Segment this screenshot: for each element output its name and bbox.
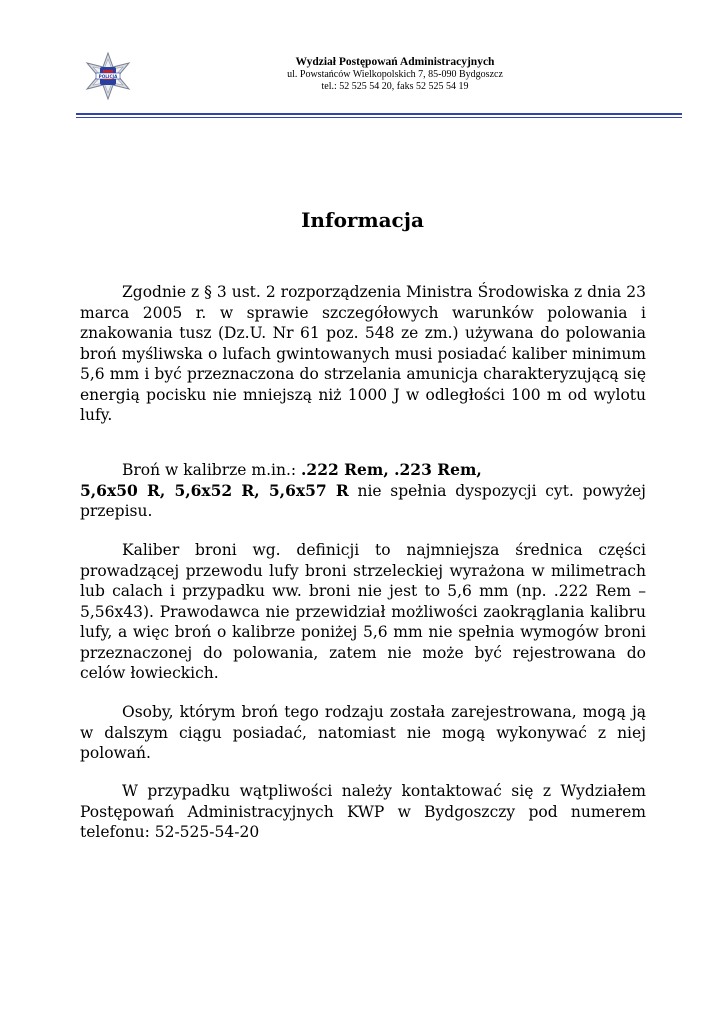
calibers-intro: Broń w kalibrze m.in.: [122,461,302,479]
paragraph-regulation: Zgodnie z § 3 ust. 2 rozporządzenia Ministra Środowiska z dnia 23 marca 2005 r. w sprawie szczegółowych warunków polowania i znakowania tusz (Dz.U. Nr 61 poz. 548 ze zm.) używana do polowania broń myśliwska o lufach gwintowanych musi posiadać kaliber minimum 5,6 mm i być przeznaczona do strzelania amunicja charakteryzującą się energią pocisku nie mniejszą niż 1000 J w odległości 100 m od wylotu lufy. [80,283,646,424]
paragraph-owners: Osoby, którym broń tego rodzaju została zarejestrowana, mogą ją w dalszym ciągu posiadać, natomiast nie mogą wykonywać z niej polowań. [80,703,646,762]
calibers-rest: nie spełnia dyspozycji cyt. powyżej przepisu. [80,481,646,520]
police-star-logo [84,52,132,100]
document-title: Informacja [301,208,424,232]
organization-phone: tel.: 52 525 54 20, faks 52 525 54 19 [321,81,469,92]
organization-address: ul. Powstańców Wielkopolskich 7, 85-090 Bydgoszcz [287,69,503,80]
logo-lettering: POLICJA [98,73,118,79]
letterhead [200,56,590,93]
paragraph-contact: W przypadku wątpliwości należy kontaktować się z Wydziałem Postępowań Administracyjnych KWP w Bydgoszczy pod numerem telefonu: 52-525-54-20 [80,782,646,841]
organization-name: Wydział Postępowań Administracyjnych [295,56,495,68]
paragraph-calibers [80,460,646,522]
calibers-list-1: .222 Rem, .223 Rem, [301,460,482,479]
calibers-list-2: 5,6x50 R, 5,6x52 R, 5,6x57 R [80,480,349,500]
header-rule-thick [76,113,682,115]
header-rule-thin [76,117,682,118]
paragraph-caliber-definition: Kaliber broni wg. definicji to najmniejsza średnica części prowadzącej przewodu lufy broni strzeleckiej wyrażona w milimetrach lub calach i przypadku ww. broni nie jest to 5,6 mm (np. .222 Rem – 5,56x43). Prawodawca nie przewidział możliwości zaokrąglania kalibru lufy, a więc broń o kalibrze poniżej 5,6 mm nie spełnia wymogów broni przeznaczonej do polowania, zatem nie może być rejestrowana do celów łowieckich. [80,541,646,682]
